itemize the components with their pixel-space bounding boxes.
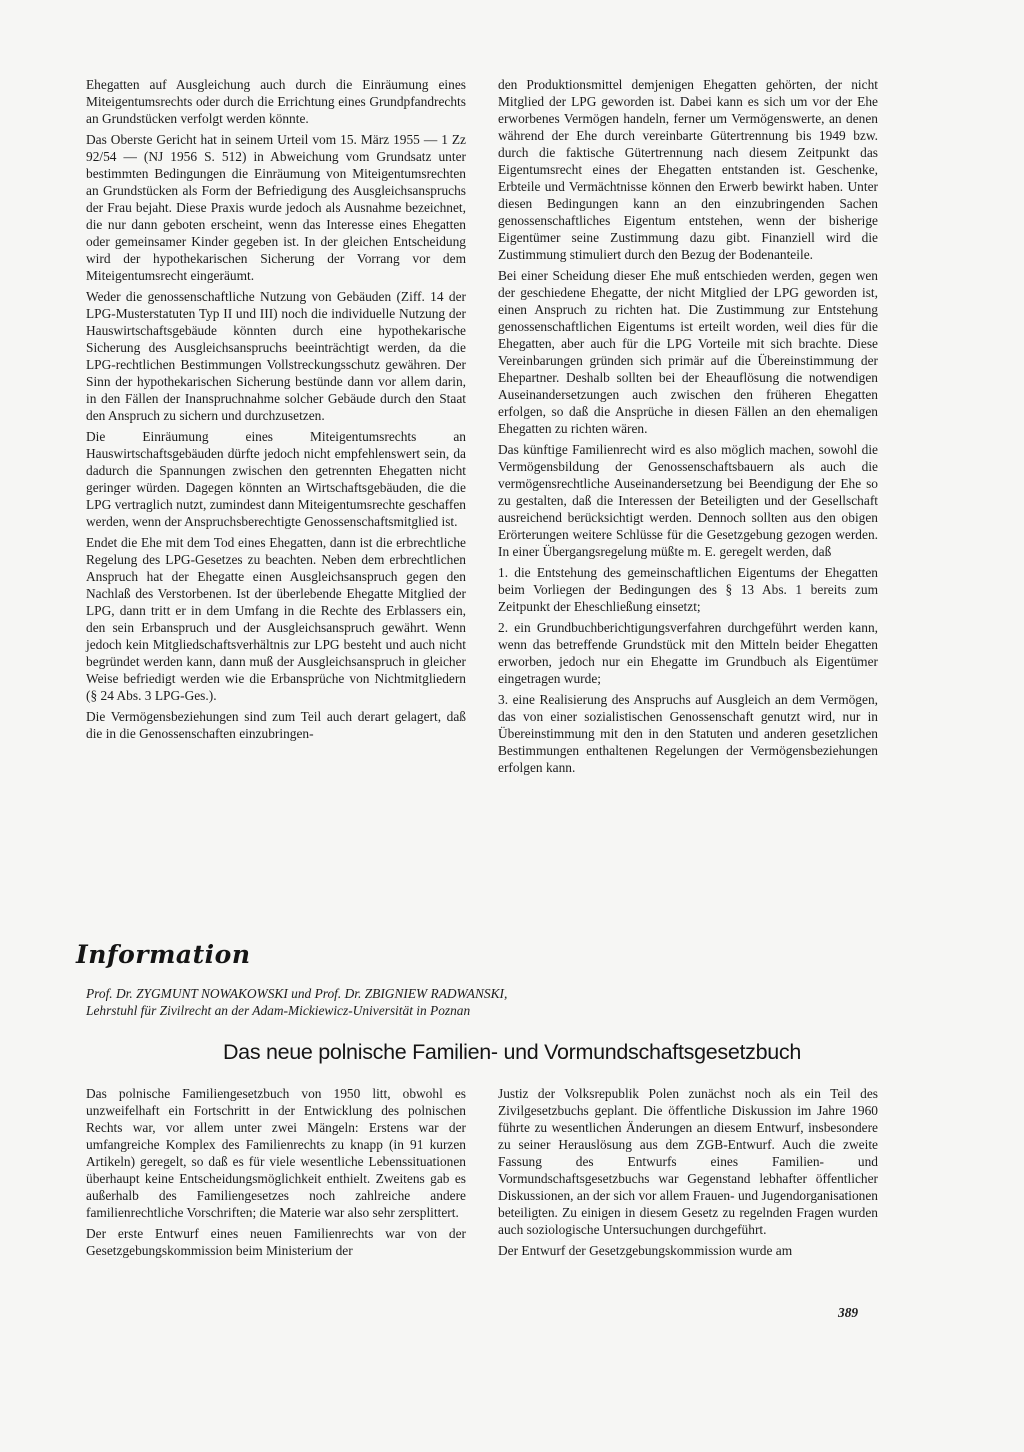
column-right-bottom <box>498 1085 878 1263</box>
list-item: 1. die Entstehung des gemeinschaftlichen Eigentums der Ehegatten beim Vorliegen der Bedingungen des § 13 Abs. 1 bereits zum Zeitpunkt der Eheschließung einsetzt; <box>498 565 878 614</box>
paragraph: Das polnische Familiengesetzbuch von 1950 litt, obwohl es unzweifelhaft ein Fortschritt in der Entwicklung des polnischen Rechts war, vor allem unter zwei Mängeln: Erstens war der umfangreiche Komplex des Familienrechts zu knapp (in 91 kurzen Artikeln) geregelt, so daß es für viele wesentliche Lebenssituationen überhaupt keine Entscheidungsmöglichkeit enthielt. Zweitens gab es außerhalb des Familiengesetzes noch zahlreiche andere familienrechtliche Vorschriften; die Materie war also sehr zersplittert. <box>86 1086 466 1220</box>
paragraph: den Produktionsmittel demjenigen Ehegatten gehörten, der nicht Mitglied der LPG geworden ist. Dabei kann es sich um vor der Ehe erworbenes Vermögen handeln, ferner um Vermögenswerte, an denen während der Ehe durch vereinbarte Gütertrennung bis 1949 bzw. durch die faktische Gütertrennung nach diesem Zeitpunkt das Eigentumsrecht eines der Ehegatten entstanden ist. Geschenke, Erbteile und Vermächtnisse können den Erwerb bewirkt haben. Unter diesen Bedingungen kann an den einzubringenden Sachen genossenschaftliches Eigentum entstehen, wenn der bisherige Eigentümer seine Zustimmung dazu gibt. Finanziell wird die Zustimmung stimuliert durch den Bezug der Bodenanteile. <box>498 77 878 262</box>
article-title: Das neue polnische Familien- und Vormundschaftsgesetzbuch <box>222 1040 802 1064</box>
paragraph: Der erste Entwurf eines neuen Familienrechts war von der Gesetzgebungskommission beim Ministerium der <box>86 1226 466 1258</box>
paragraph: Ehegatten auf Ausgleichung auch durch die Einräumung eines Miteigentumsrechts oder durch die Errichtung eines Grundpfandrechts an Grundstücken verfolgt werden könnte. <box>86 77 466 126</box>
column-right-top <box>498 76 878 780</box>
paragraph: Die Einräumung eines Miteigentumsrechts an Hauswirtschaftsgebäuden dürfte jedoch nicht empfehlenswert sein, da dadurch die Spannungen zwischen den getrennten Ehegatten nicht geringer würden. Dagegen könnten an Wirtschaftsgebäuden, die die LPG vertraglich nutzt, zumindest dann Miteigentumsrechte geschaffen werden, wenn der Anspruchsberechtigte Genossenschaftsmitglied ist. <box>86 429 466 529</box>
paragraph: Das Oberste Gericht hat in seinem Urteil vom 15. März 1955 — 1 Zz 92/54 — (NJ 1956 S. 512) in Abweichung vom Grundsatz unter bestimmten Bedingungen die Einräumung von Miteigentumsrechten an Grundstücken als Form der Befriedigung des Ausgleichsanspruchs der Frau bejaht. Diese Praxis wurde jedoch als Ausnahme bezeichnet, die nur dann geboten erscheint, wenn das Interesse eines Ehegatten oder gemeinsamer Kinder gegeben ist. In der gleichen Entscheidung wird der hypothekarischen Sicherung der Vorrang vor dem Miteigentumsrecht eingeräumt. <box>86 132 466 283</box>
byline-authors: Prof. Dr. ZYGMUNT NOWAKOWSKI und Prof. Dr. ZBIGNIEW RADWANSKI, <box>86 986 508 1001</box>
paragraph: Das künftige Familienrecht wird es also möglich machen, sowohl die Vermögensbildung der Genossenschaftsbauern als auch die vermögensrechtliche Auseinandersetzung bei Beendigung der Ehe so zu gestalten, daß die Interessen der Beteiligten und der Gesellschaft ausreichend berücksichtigt werden. Dennoch sollten aus den obigen Erörterungen weitere Schlüsse für die Gesetzgebung gezogen werden. In einer Übergangsregelung müßte m. E. geregelt werden, daß <box>498 442 878 559</box>
byline <box>86 985 886 1019</box>
paragraph: Endet die Ehe mit dem Tod eines Ehegatten, dann ist die erbrechtliche Regelung des LPG-Gesetzes zu beachten. Neben dem erbrechtlichen Anspruch hat der Ehegatte einen Ausgleichsanspruch gegen den Nachlaß des Verstorbenen. Ist der überlebende Ehegatte Mitglied der LPG, dann tritt er in dem Umfang in die Rechte des Erblassers ein, den sein Erbanspruch und der Ausgleichsanspruch gewährt. Wenn jedoch kein Mitgliedschaftsverhältnis zur LPG besteht und auch nicht begründet werden kann, dann muß der Ausgleichsanspruch in gleicher Weise befriedigt werden wie die Erbansprüche von Nichtmitgliedern (§ 24 Abs. 3 LPG-Ges.). <box>86 535 466 703</box>
paragraph: Justiz der Volksrepublik Polen zunächst noch als ein Teil des Zivilgesetzbuchs geplant. Die öffentliche Diskussion im Jahre 1960 führte zu wesentlichen Änderungen an diesem Entwurf, insbesondere zu seiner Herauslösung aus dem ZGB-Entwurf. Auch die zweite Fassung des Entwurfs eines Familien- und Vormundschaftsgesetzbuchs war Gegenstand lebhafter öffentlicher Diskussionen, an der sich vor allem Frauen- und Jugendorganisationen beteiligten. Zu einigen in diesem Gesetz zu regelnden Fragen wurden auch soziologische Untersuchungen durchgeführt. <box>498 1086 878 1237</box>
byline-affiliation: Lehrstuhl für Zivilrecht an der Adam-Mickiewicz-Universität in Poznan <box>86 1003 471 1018</box>
paragraph: Der Entwurf der Gesetzgebungskommission wurde am <box>498 1243 793 1258</box>
column-left-top <box>86 76 466 746</box>
list-item: 2. ein Grundbuchberichtigungsverfahren durchgeführt werden kann, wenn das betreffende Grundstück mit den Mitteln beider Ehegatten erworben, jedoch nur ein Ehegatte im Grundbuch als Eigentümer eingetragen wurde; <box>498 620 878 686</box>
page-number: 389 <box>838 1305 859 1320</box>
section-heading: Information <box>76 940 251 969</box>
paragraph: Die Vermögensbeziehungen sind zum Teil auch derart gelagert, daß die in die Genossenschaften einzubringen- <box>86 709 466 741</box>
paragraph: Bei einer Scheidung dieser Ehe muß entschieden werden, gegen wen der geschiedene Ehegatte, der nicht Mitglied der LPG geworden ist, einen Anspruch zu richten hat. Die Zustimmung zur Entstehung genossenschaftlichen Eigentums ist erteilt worden, weil dies für die Ehegatten, aber auch für die LPG Vorteile mit sich brachte. Diese Vereinbarungen gründen sich primär auf die Übereinstimmung der Ehepartner. Deshalb sollten bei der Eheauflösung die notwendigen Auseinandersetzungen auch zwischen den früheren Ehegatten erfolgen, so daß die Ansprüche in diesen Fällen an den ehemaligen Ehegatten zu richten wären. <box>498 268 878 436</box>
column-left-bottom <box>86 1085 466 1263</box>
list-item: 3. eine Realisierung des Anspruchs auf Ausgleich an dem Vermögen, das von einer sozialistischen Genossenschaft genutzt wird, nur in Übereinstimmung mit den in den Statuten und anderen gesetzlichen Bestimmungen enthaltenen Regelungen der Vermögensbeziehungen erfolgen kann. <box>498 692 878 775</box>
paragraph: Weder die genossenschaftliche Nutzung von Gebäuden (Ziff. 14 der LPG-Musterstatuten Typ II und III) noch die individuelle Nutzung der Hauswirtschaftsgebäude könnten durch eine hypothekarische Sicherung des Ausgleichsanspruchs beeinträchtigt werden, da die LPG-rechtlichen Bestimmungen Vollstreckungsschutz gewähren. Der Sinn der hypothekarischen Sicherung bestünde dann vor allem darin, in den Fällen der Inanspruchnahme solcher Gebäude durch den Staat den Anspruch zu sichern und durchzusetzen. <box>86 289 466 423</box>
